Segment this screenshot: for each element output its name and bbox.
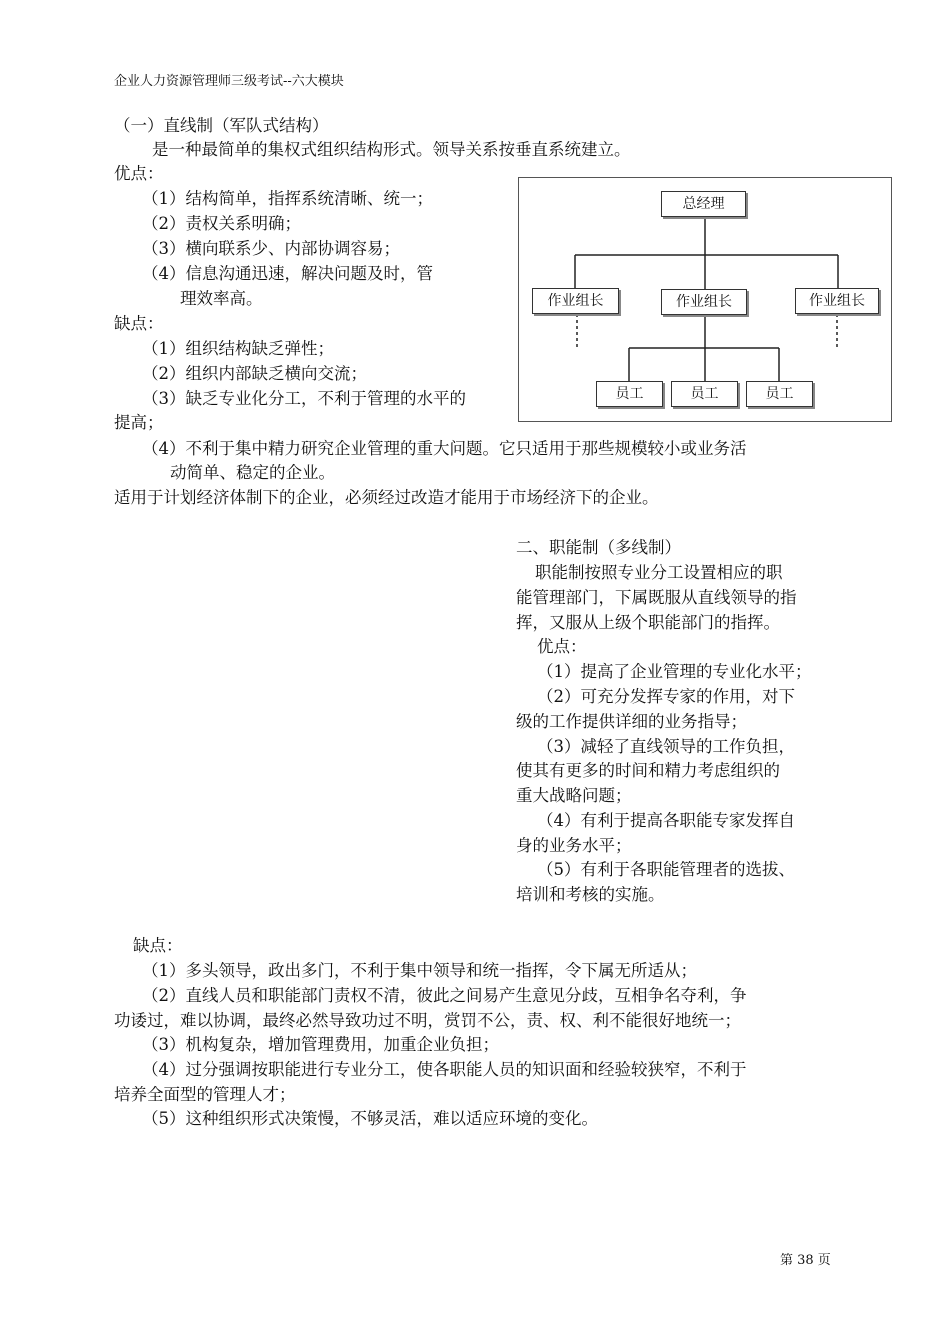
pro-item: （1）结构简单，指挥系统清晰、统一； bbox=[142, 189, 433, 208]
section2-pros-label: 优点： bbox=[537, 637, 587, 656]
staff-box: 员工 bbox=[671, 381, 738, 407]
page-number: 第 38 页 bbox=[780, 1253, 831, 1268]
section1-intro: 是一种最简单的集权式组织结构形式。领导关系按垂直系统建立。 bbox=[152, 140, 631, 159]
section2-line: 能管理部门，下属既服从直线领导的指 bbox=[516, 588, 797, 607]
section2-line: （4）有利于提高各职能专家发挥自 bbox=[537, 811, 795, 830]
section1-summary: 适用于计划经济体制下的企业，必须经过改造才能用于市场经济下的企业。 bbox=[114, 488, 659, 507]
section2-con-item-cont: 功诿过，难以协调，最终必然导致功过不明，赏罚不公，责、权、利不能很好地统一； bbox=[114, 1011, 741, 1030]
team-leader-box: 作业组长 bbox=[532, 288, 619, 314]
section2-line: （1）提高了企业管理的专业化水平； bbox=[537, 662, 812, 681]
section2-line: （2）可充分发挥专家的作用，对下 bbox=[537, 687, 795, 706]
section2-title: 二、职能制（多线制） bbox=[516, 538, 681, 557]
section2-cons-label: 缺点： bbox=[133, 936, 183, 955]
section2-line: 职能制按照专业分工设置相应的职 bbox=[535, 563, 783, 582]
pro-item: （2）责权关系明确； bbox=[142, 214, 301, 233]
con-item-cont: 提高； bbox=[114, 413, 164, 432]
pros-label: 优点： bbox=[114, 164, 164, 183]
pro-item: （3）横向联系少、内部协调容易； bbox=[142, 239, 400, 258]
section2-line: 培训和考核的实施。 bbox=[516, 885, 665, 904]
section2-line: 使其有更多的时间和精力考虑组织的 bbox=[516, 761, 780, 780]
staff-box: 员工 bbox=[596, 381, 663, 407]
section2-con-item: （3）机构复杂，增加管理费用，加重企业负担； bbox=[142, 1035, 499, 1054]
con-item: （3）缺乏专业化分工，不利于管理的水平的 bbox=[142, 389, 466, 408]
section2-con-item: （5）这种组织形式决策慢，不够灵活，难以适应环境的变化。 bbox=[142, 1109, 598, 1128]
con-item-cont: 动简单、稳定的企业。 bbox=[170, 463, 335, 482]
section2-line: （5）有利于各职能管理者的选拔、 bbox=[537, 860, 795, 879]
section2-line: 身的业务水平； bbox=[516, 836, 632, 855]
section2-con-item-cont: 培养全面型的管理人才； bbox=[114, 1085, 296, 1104]
section2-line: （3）减轻了直线领导的工作负担， bbox=[537, 737, 795, 756]
team-leader-box: 作业组长 bbox=[795, 288, 879, 314]
cons-label: 缺点： bbox=[114, 314, 164, 333]
section2-con-item: （4）过分强调按职能进行专业分工，使各职能人员的知识面和经验较狭窄，不利于 bbox=[142, 1060, 747, 1079]
section2-line: 重大战略问题； bbox=[516, 786, 632, 805]
document-header: 企业人力资源管理师三级考试--六大模块 bbox=[114, 74, 344, 89]
con-item: （4）不利于集中精力研究企业管理的重大问题。它只适用于那些规模较小或业务活 bbox=[142, 439, 747, 458]
pro-item-cont: 理效率高。 bbox=[180, 289, 263, 308]
section2-con-item: （2）直线人员和职能部门责权不清，彼此之间易产生意见分歧，互相争名夺利，争 bbox=[142, 986, 747, 1005]
org-chart bbox=[518, 177, 892, 422]
pro-item: （4）信息沟通迅速，解决问题及时，管 bbox=[142, 264, 433, 283]
section2-line: 挥，又服从上级个职能部门的指挥。 bbox=[516, 613, 780, 632]
team-leader-box: 作业组长 bbox=[661, 289, 747, 315]
general-manager-box: 总经理 bbox=[661, 191, 746, 217]
con-item: （1）组织结构缺乏弹性； bbox=[142, 339, 334, 358]
section2-con-item: （1）多头领导，政出多门，不利于集中领导和统一指挥，令下属无所适从； bbox=[142, 961, 697, 980]
section2-line: 级的工作提供详细的业务指导； bbox=[516, 712, 747, 731]
con-item: （2）组织内部缺乏横向交流； bbox=[142, 364, 367, 383]
staff-box: 员工 bbox=[746, 381, 813, 407]
section1-title: （一）直线制（军队式结构） bbox=[114, 116, 329, 135]
